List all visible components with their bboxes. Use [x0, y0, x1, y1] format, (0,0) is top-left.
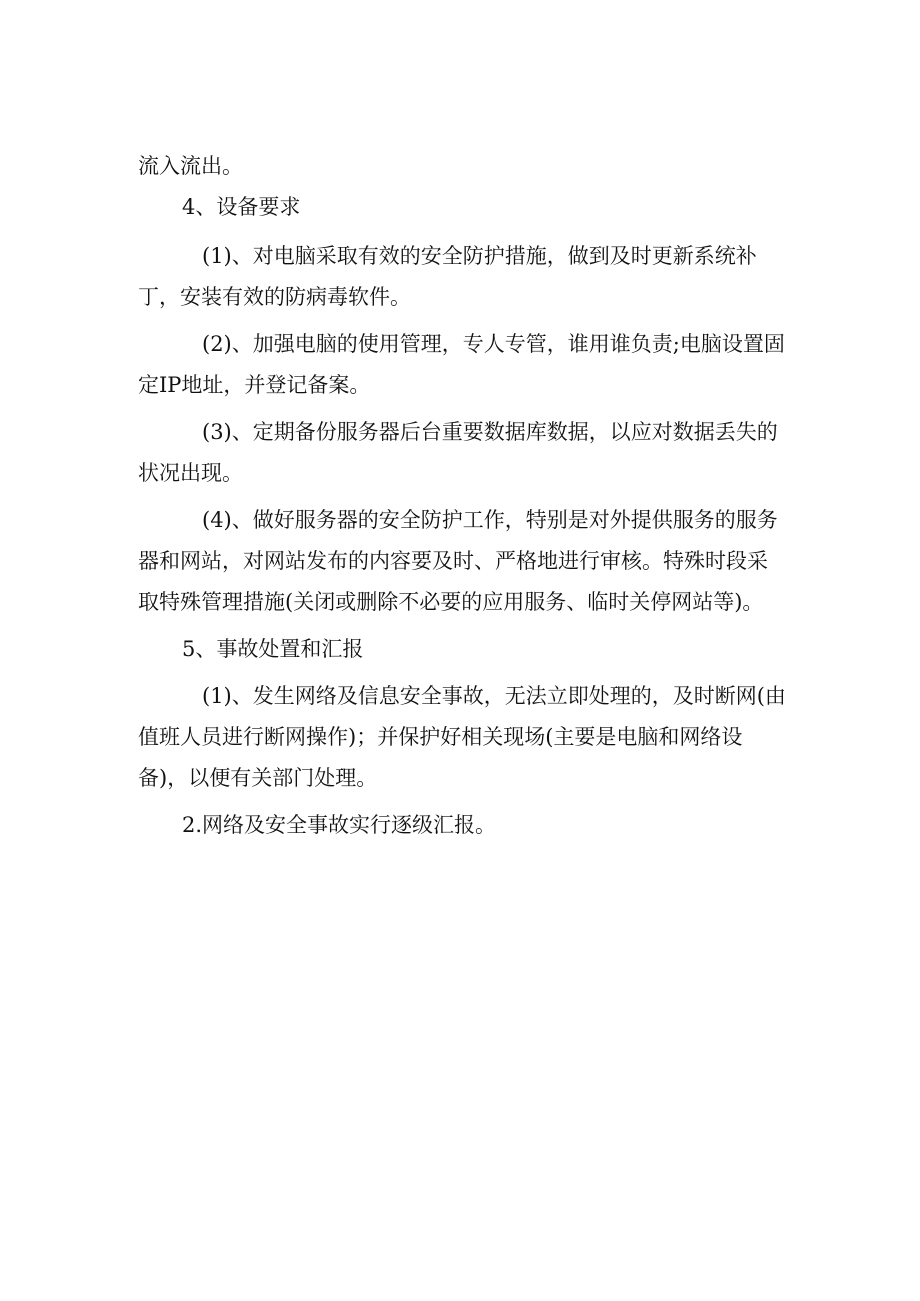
- incident-item-1: (1)、发生网络及信息安全事故，无法立即处理的，及时断网(由值班人员进行断网操作)；并保护好相关现场(主要是电脑和网络设备)，以便有关部门处理。: [138, 684, 786, 790]
- section-heading-incident: 5、事故处置和汇报: [182, 637, 364, 661]
- paragraph-continuation: 流入流出。: [138, 154, 243, 178]
- equipment-item-4: (4)、做好服务器的安全防护工作，特别是对外提供服务的服务器和网站，对网站发布的内容要及时、严格地进行审核。特殊时段采取特殊管理措施(关闭或删除不必要的应用服务、临时关停网站等)。: [138, 508, 778, 614]
- equipment-item-1: (1)、对电脑采取有效的安全防护措施，做到及时更新系统补丁，安装有效的防病毒软件。: [138, 244, 757, 309]
- section-heading-equipment: 4、设备要求: [182, 195, 301, 219]
- incident-item-2: 2.网络及安全事故实行逐级汇报。: [182, 813, 497, 837]
- equipment-item-3: (3)、定期备份服务器后台重要数据库数据，以应对数据丢失的状况出现。: [138, 420, 778, 485]
- equipment-item-2: (2)、加强电脑的使用管理，专人专管，谁用谁负责;电脑设置固定IP地址，并登记备案。: [138, 332, 785, 397]
- document-body: [138, 146, 788, 846]
